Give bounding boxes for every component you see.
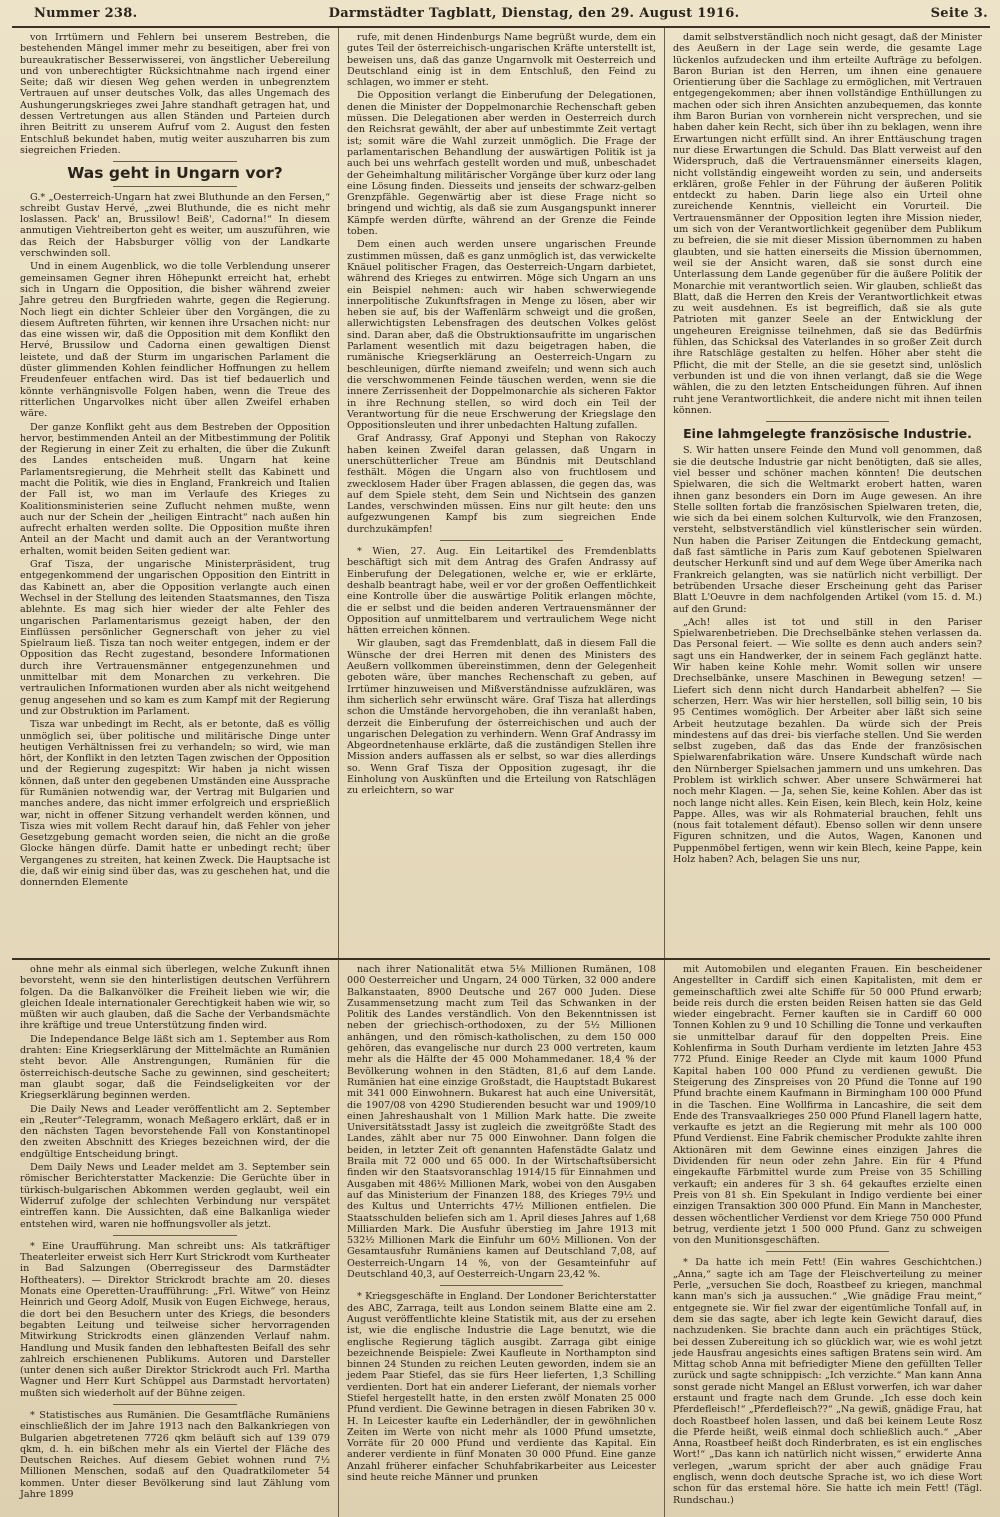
masthead [12, 6, 990, 28]
news-item-wien: * Wien, 27. Aug. Ein Leitartikel des Fremdenblatts beschäftigt sich mit dem Antrag des Grafen Andrassy auf Einberufung der Delegationen, welche er, wie er erklärte, deshalb beantragt habe, weil er vor der großen Oeffentlichkeit eine Kontrolle über die auswärtige Politik erlangen möchte, die er selbst und die beiden anderen Vertrauensmänner der Opposition auf unmittelbarem und vertraulichem Wege nicht hätten erreichen können. [347, 546, 656, 637]
article-paragraph: Und in einem Augenblick, wo die tolle Verblendung unserer gemeinsamen Gegner ihren Höhepunkt erreicht hat, erhebt sich in Ungarn die Opposition, die bisher während zweier Jahre getreu den Burgfrieden wahrte, gegen die Regierung. Noch liegt ein dichter Schleier über den Vorgängen, die zu diesem Auftreten führten, wir kennen ihre Ursachen nicht: nur das eine wissen wir, daß die Opposition mit dem Konflikt den Hervé, Brussilow und Cadorna einen gewaltigen Dienst leistete, und daß der Sturm im ungarischen Parlament die düster glimmenden Kohlen feindlicher Hoffnungen zu hellem Freudenfeuer entfachen wird. Das ist tief bedauerlich und könnte verhängnisvolle Folgen haben, wenn die Treue des ritterlichen Ungarvolkes nicht über allen Zweifel erhaben wäre. [20, 261, 330, 420]
article-paragraph: Dem einen auch werden unsere ungarischen Freunde zustimmen müssen, daß es ganz unmöglich ist, das verwickelte Knäuel politischer Fragen, das Oesterreich-Ungarn darbietet, während des Krieges zu entwirren. Möge sich Ungarn an uns ein Beispiel nehmen: auch wir haben schwerwiegende innerpolitische Zukunftsfragen in Menge zu lösen, aber wir heben sie auf, bis der Waffenlärm schweigt und die großen, allerwichtigsten Lebensfragen des deutschen Volkes gelöst sind. Daran aber, daß die Obstruktionsaufritte im ungarischen Parlament wesentlich mit dazu beigetragen haben, die rumänische Kriegserklärung an Oesterreich-Ungarn zu beschleunigen, dürfte niemand zweifeln; und wenn sich auch die verschwommenen Feinde täuschen werden, wenn sie die innere Zerrissenheit der Doppelmonarchie als sicheren Faktor in ihre Rechnung stellen, so wird doch ein Teil der Verantwortung für die neue Erschwerung der Kriegslage den Oppositionsleuten und ihrer unbedachten Haltung zufallen. [347, 239, 656, 432]
article-paragraph: Dem Daily News und Leader meldet am 3. September sein römischer Berichterstatter Mackenzie: Die Gerüchte über in türkisch-bulgarischen Abkommen werden geglaubt, weil ein Widerruf zufolge der schlechten Verbindung nur verspätet eintreffen kann. Die Aussichten, daß eine Balkanliga wieder entstehen wird, waren nie hoffnungsvoller als jetzt. [20, 1162, 330, 1230]
article-paragraph: Die Independance Belge läßt sich am 1. September aus Rom drahten: Eine Kriegserklärung der Mittelmächte an Rumänien steht bevor. Alle Anstrengungen, Rumänien für die österreichisch-deutsche Sache zu gewinnen, sind gescheitert; man glaubt sogar, daß die Feindseligkeiten vor der Kriegserklärung beginnen werden. [20, 1033, 330, 1102]
divider [766, 1251, 890, 1252]
divider [113, 186, 237, 187]
news-item-fett: * Da hatte ich mein Fett! (Ein wahres Geschichtchen.) „Anna,“ sagte ich am Tage der Fleischverteilung zu meiner Perle, „versuchen Sie doch, Roastbeef zu kriegen, manchmal kann man's sich ja aussuchen.“ „Wie gnädige Frau meint,“ entgegnete sie. Wir fiel zwar der eigentümliche Tonfall auf, in dem sie das sagte, aber ich legte kein Gewicht darauf, dies nachzudenken. Sie brachte dann auch ein prächtiges Stück, bei dessen Zubereitung ich so glücklich war, wie es wohl jetzt jede Hausfrau angesichts eines saftigen Bratens sein wird. Am Mittag schob Anna mit befriedigter Miene den gefüllten Teller zurück und sagte schnippisch: „Ich verzichte.“ Man kann Anna sonst gerade nicht Mangel an Eßlust vorwerfen, ich war daher erstaunt und fragte nach dem Grunde. „Ich esse doch kein Pferdefleisch!“ „Pferdefleisch??“ „Na gewiß, gnädige Frau, hat doch Roastbeef holen lassen, und daß bei keinem Leute Rosz die Pferde heißt, weiß einmal doch schließlich auch.“ „Aber Anna, Roastbeef heißt doch Rinderbraten, es ist ein englisches Wort!“ „Das kann ich natürlich nicht wissen,“ erwiderte Anna verlegen, „warum spricht der aber auch gnädige Frau englisch, wenn doch deutsche Sprache ist, wo ich diese Wort schon für das erstemal höre. Sie hatte ich mein Fett! (Tägl. Rundschau.) [673, 1257, 982, 1506]
top-column-2 [338, 28, 664, 958]
newspaper-title-date: Darmstädter Tagblatt, Dienstag, den 29. August 1916. [328, 6, 740, 21]
article-paragraph: mit Automobilen und eleganten Frauen. Ein bescheidener Angestellter in Cardiff sich einen Kapitalisten, mit dem er gemeinschaftlich zwei alte Schiffe für 50 000 Pfund erwarb; beide reis durch die ersten beiden Reisen hatten sie das Geld wieder eingebracht. Ferner kauften sie in Cardiff 60 000 Tonnen Kohlen zu 9 und 10 Schilling die Tonne und verkauften sie unmittelbar darauf für den doppelten Preis. Eine Kohlenfirma in South Durham verdiente im letzten Jahre 453 772 Pfund. Einige Reeder an Clyde mit kaum 1000 Pfund Kapital haben 100 000 Pfund zu verdienen gewußt. Die Steigerung des Zinspreises von 20 Pfund die Tonne auf 190 Pfund brachte einem Kaufmann in Birmingham 100 000 Pfund in die Taschen. Eine Wollfirma in Lancashire, die seit dem Ende des Transvaalkrieges 250 000 Pfund Flanell lagern hatte, verkaufte es jetzt an die Regierung mit mehr als 100 000 Pfund Verdienst. Eine Fabrik chemischer Produkte zahlte ihren Aktionären mit dem Gewinne eines einzigen Jahres die Dividenden für neun oder zehn Jahre. Ein für 4 Pfund eingekaufte Färbmittel wurde zum Preise von 35 Schilling verkauft; ein anderes für 3 sh. 64 gekauftes erzielte einen Preis von 81 sh. Ein Spekulant in Indigo verdiente bei einer einzigen Transaktion 300 000 Pfund. Ein Mann in Manchester, dessen wöchentlicher Verdienst vor dem Kriege 750 000 Pfund betrug, verdiente jetzt 1 500 000 Pfund. Ganz zu schweigen von den Munitionsgeschäften. [673, 964, 982, 1247]
bottom-column-2 [338, 960, 664, 1517]
divider [440, 540, 564, 541]
news-item-uraufführung: * Eine Uraufführung. Man schreibt uns: Als tatkräftiger Theaterleiter erweist sich Herr Kurt Strickrodt vom Kurtheater in Bad Salzungen (Oberregisseur des Darmstädter Hoftheaters). — Direktor Strickrodt brachte am 20. dieses Monats eine Operetten-Uraufführung: „Frl. Witwe“ von Heinz Heinrich und Georg Adolf, Musik von Eugen Eichwege, heraus, die dort bei den Besuchern unter des Kriegs, die besonders begabten Leitung und teilweise sicher hervorragenden Mitwirkung Strickrodts einen glänzenden Verlauf nahm. Handlung und Musik fanden den lebhaftesten Beifall des sehr zahlreich erschienenen Publikums. Autoren und Darsteller (unter denen sich außer Direktor Strickrodt auch Frl. Martha Wagner und Herr Kurt Schüppel aus Darmstadt hervortaten) mußten sich wiederholt auf der Bühne zeigen. [20, 1240, 330, 1399]
top-band [12, 28, 990, 960]
divider [766, 421, 890, 422]
article-paragraph: S. Wir hatten unsere Feinde den Mund voll genommen, daß sie die deutsche Industrie gar nicht benötigten, daß sie alles, viel besser und schöner machen könnten! Die deutschen Spielwaren, die sich die Weltmarkt erobert hatten, waren ihnen ganz besonders ein Dorn im Auge gewesen. An ihre Stelle sollten fortab die französischen Spielwaren treten, die, wie sich da bei einem solchen Kulturvolk, wie den Franzosen, versteht, selbstverständlich viel künstlerischer sein würden. Nun haben die Pariser Zeitungen die Entdeckung gemacht, daß fast sämtliche in Paris zum Kauf gebotenen Spielwaren deutscher Herkunft sind und auf dem Wege über Amerika nach Frankreich gelangten, was sie natürlich nicht verbilligt. Der betrübenden Ursache dieser Erscheinung geht das Pariser Blatt L'Oeuvre in dem nachfolgenden Artikel (vom 15. d. M.) auf den Grund: [673, 445, 982, 615]
article-paragraph: G.* „Oesterreich-Ungarn hat zwei Bluthunde an den Fersen,“ schreibt Gustav Hervé, „zwei Bluthunde, die es nicht mehr loslassen. Pack' an, Brussilow! Beiß', Cadorna!“ In diesem anmutigen Viehtreiberton geht es weiter, um auszuführen, wie das Reich der Habsburger völlig von der Landkarte verschwinden soll. [20, 191, 330, 260]
intro-paragraph: von Irrtümern und Fehlern bei unserem Bestreben, die bestehenden Mängel immer mehr zu beseitigen, aber frei von bureaukratischer Besserwisserei, von ängstlicher Uebereilung und von unberechtigter Rücksichtnahme nach irgend einer Seite; daß wir diesen Weg gehen werden in unbegrenztem Vertrauen auf unser deutsches Volk, das alles Ungemach des Aushungerungskrieges zwei Jahre standhaft getragen hat, und dessen Vertretungen aus allen Ständen und Parteien durch ihren Beitritt zu unserem Aufruf vom 2. August den festen Entschluß bekundet haben, mutig weiter auszuharren bis zum siegreichen Frieden. [20, 32, 330, 156]
article-paragraph: Die Daily News and Leader veröffentlicht am 2. September ein „Reuter“-Telegramm, wonach Meßagero erklärt, daß er in den nächsten Tagen bevorstehende Fall von Konstantinopel den zweiten Abschnitt des Krieges bezeichnen wird, der die endgültige Entscheidung bringt. [20, 1103, 330, 1160]
top-column-3 [664, 28, 990, 958]
divider [113, 161, 237, 162]
bottom-column-1 [12, 960, 338, 1517]
article-paragraph: Graf Andrassy, Graf Apponyi und Stephan von Rakoczy haben keinen Zweifel daran gelassen, daß Ungarn in unerschütterlicher Treue am Bündnis mit Deutschland festhält. Mögen die Ungarn also von fruchtlosem und zwecklosem Hader über Fragen ablassen, die gegen das, was auf dem Spiele steht, dem Sein und Nichtsein des ganzen Landes, verschwinden müssen. Eins nur gilt heute: den uns aufgezwungenen Kampf bis zum siegreichen Ende durchzukämpfen! [347, 433, 656, 535]
article-paragraph: Wir glauben, sagt das Fremdenblatt, daß in diesem Fall die Wünsche der drei Herren mit denen des Ministers des Aeußern vollkommen übereinstimmen, denn der Gelegenheit geboten wäre, über manches Rechenschaft zu geben, auf Irrtümer hinzuweisen und Mißverständnisse aufzuklären, was ihm sicherlich sehr erwünscht wäre. Graf Tisza hat allerdings schon die Umstände hervorgehoben, die ihn veranlaßt haben, derzeit die Einberufung der österreichischen und auch der ungarischen Delegation zu verhindern. Wenn Graf Andrassy im Abgeordnetenhause erklärte, daß die zuständigen Stellen ihre Mission anders auffassen als er selbst, so war dies allerdings so. Wenn Graf Tisza der Opposition zugesagt, ihr die Einholung von Auskünften und die Erteilung von Ratschlägen zu erleichtern, so war [347, 638, 656, 797]
article-paragraph: nach ihrer Nationalität etwa 5⅛ Millionen Rumänen, 108 000 Oesterreicher und Ungarn, 24 000 Türken, 32 000 andere Balkanstaaten, 8900 Deutsche und 267 000 Juden. Diese Zusammensetzung macht zum Teil das Schwanken in der Politik des Landes verständlich. Von den Bekenntnissen ist neben der griechisch-orthodoxen, zu der 5⅟₂ Millionen anhängen, und den römisch-katholischen, zu dem 150 000 gehören, das evangelische nur durch 23 000 vertreten, kaum mehr als die Hälfte der 45 000 Mohammedaner. 18,4 % der Bevölkerung wohnen in den Städten, 81,6 auf dem Lande. Rumänien hat eine einzige Großstadt, die Hauptstadt Bukarest mit 341 000 Einwohnern. Bukarest hat auch eine Universität, die 1907/08 von 4290 Studierenden besucht war und 1909/10 einen Jahreshaushalt von 1 Million Mark hatte. Die zweite Universitätsstadt Jassy ist zugleich die zweitgrößte Stadt des Landes, zählt aber nur 75 000 Einwohner. Dann folgen die beiden, in letzter Zeit oft genannten Hafenstädte Galatz und Braila mit 72 000 und 65 000. In der Wirtschaftsübersicht finden wir den Staatsvoranschlag 1914/15 für Einnahmen und Ausgaben mit 486⅟₂ Millionen Mark, wobei von den Ausgaben auf das Ministerium der Finanzen 188, des Krieges 79⅟₂ und des Kultus und Unterrichts 47⅟₂ Millionen entfielen. Die Staatsschulden beliefen sich am 1. April dieses Jahres auf 1,68 Milliarden Mark. Die Ausfuhr überstieg im Jahre 1913 mit 532⅟₂ Millionen Mark die Einfuhr um 60⅟₂ Millionen. Von der Gesamtausfuhr Rumäniens kamen auf Deutschland 7,08, auf Oesterreich-Ungarn 14 %, von der Gesamteinfuhr auf Deutschland 40,3, auf Oesterreich-Ungarn 23,42 %. [347, 964, 656, 1281]
divider [113, 1235, 237, 1236]
article-headline-ungarn: Was geht in Ungarn vor? [67, 164, 283, 183]
article-paragraph: damit selbstverständlich noch nicht gesagt, daß der Minister des Aeußern in der Lage sein werde, die gesamte Lage lückenlos aufzudecken und ihm erteilte Aufträge zu befolgen. Baron Burian ist den Herren, um ihnen eine genauere Orientierung über die Sachlage zu ermöglichen, mit Vertrauen entgegengekommen; aber ihnen vollständige Enthüllungen zu machen oder sich ihren Ansichten anzubequemen, das konnte ihm Baron Burian von vornherein nicht versprechen, und sie haben daher kein Recht, sich über ihn zu beklagen, wenn ihre Erwartungen nicht erfüllt sind. An ihrer Enttäuschung tragen nur diese Erwartungen die Schuld. Das Blatt verweist auf den Widerspruch, daß die Vertrauensmänner einerseits klagen, nicht vollständig eingeweiht worden zu sein, und anderseits erklären, große Fehler in der Führung der äußeren Politik entdeckt zu haben. Darin liege also ein Urteil ohne zureichende Kenntnis, vielleicht ein Vorurteil. Die Vertrauensmänner der Opposition legten ihre Mission nieder, um sich von der Verantwortlichkeit gegenüber dem Publikum zu befreien, die sie mit dieser Mission übernommen zu haben glaubten, und sie hatten einerseits die Mission übernommen, weil sie der Ansicht waren, daß sie sonst durch eine Unterlassung dem Lande gegenüber für die äußere Politik der Monarchie mit verantwortlich seien. Wir glauben, schließt das Blatt, daß die Herren den Kreis der Verantwortlichkeit etwas zu weit ausdehnen. Es ist begreiflich, daß sie als gute Patrioten mit ganzer Seele an der Entwicklung der ungeheuren Ereignisse teilnehmen, daß sie das Bedürfnis fühlen, das Schicksal des Vaterlandes in so großer Zeit durch ihre Ratschläge gestalten zu helfen. Höher aber steht die Pflicht, die mit der Stelle, an die sie gesetzt sind, unlöslich verbunden ist und die von ihnen verlangt, daß sie die Wege wählen, die zu den letzten Entscheidungen führen. Auf ihnen ruht jene Verantwortlichkeit, die andere nicht mit ihnen teilen können. [673, 32, 982, 416]
article-headline-industrie: Eine lahmgelegte französische Industrie. [683, 426, 972, 442]
divider [113, 1404, 237, 1405]
news-item-statistik-rumaenien: * Statistisches aus Rumänien. Die Gesamtfläche Rumäniens einschließlich der im Jahre 1913 nach den Balkankriegen von Bulgarien abgetretenen 7726 qkm beläuft sich auf 139 079 qkm, d. h. ein bißchen mehr als ein Viertel der Fläche des Deutschen Reiches. Auf diesem Gebiet wohnen rund 7½ Millionen Menschen, sodaß auf den Quadratkilometer 54 kommen. Unter dieser Bevölkerung sind laut Zählung vom Jahre 1899 [20, 1409, 330, 1501]
divider [440, 1285, 564, 1286]
issue-number: Nummer 238. [34, 6, 138, 21]
bottom-band [12, 960, 990, 1517]
article-paragraph: ohne mehr als einmal sich überlegen, welche Zukunft ihnen bevorsteht, wenn sie den hinterlistigen deutschen Verführern folgen. Da die Balkanvölker die Freiheit lieben wie wir, die gleichen Ideale internationaler Gerechtigkeit haben wie wir, so müßten wir auch glauben, daß die Sache der Verbandsmächte ihre kräftige und treue Unterstützung finden wird. [20, 964, 330, 1032]
article-paragraph: rufe, mit denen Hindenburgs Name begrüßt wurde, dem ein gutes Teil der österreichisch-ungarischen Kräfte unterstellt ist, beweisen uns, daß das ganze Ungarnvolk mit Oesterreich und Deutschland einig ist in dem Entschluß, den Feind zu schlagen, wo immer er steht. [347, 32, 656, 89]
news-item-kriegsgeschaefte: * Kriegsgeschäfte in England. Der Londoner Berichterstatter des ABC, Zarraga, teilt aus London seinem Blatte eine am 2. August veröffentlichte kleine Statistik mit, aus der zu ersehen ist, wie die englische Industrie die Lage benutzt, wie die englische Regierung täglich ausgibt. Zarraga gibt einige bezeichnende Beispiele: Zwei Kaufleute in Northampton sind binnen 24 Stunden zu reichen Leuten geworden, indem sie an jedem Paar Stiefel, das sie fürs Heer lieferten, 1,3 Schilling verdienten. Dort hat ein anderer Lieferant, der niemals vorher Stiefel hergestellt hatte, in den ersten zwölf Monaten 25 000 Pfund verdient. Die Gewinne betragen in diesen Fabriken 30 v. H. In Leicester kaufte ein Lederhändler, der in gewöhnlichen Zeiten im Werte von nicht mehr als 1000 Pfund umsetzte, Vorräte für 20 000 Pfund und verdiente das Kapital. Ein anderer verdiente in fünf Monaten 30 000 Pfund. Eine ganze Anzahl früherer einfacher Schuhfabrikarbeiter aus Leicester sind heute reiche Männer und prunken [347, 1291, 656, 1484]
top-column-1 [12, 28, 338, 958]
bottom-column-3 [664, 960, 990, 1517]
article-paragraph: Die Opposition verlangt die Einberufung der Delegationen, denen die Minister der Doppelmonarchie Rechenschaft geben müssen. Die Delegationen aber werden in Oesterreich durch den Reichsrat gewählt, der aber auf unbestimmte Zeit vertagt ist; somit wäre die Wahl zurzeit unmöglich. Die Frage der parlamentarischen Behandlung der auswärtigen Politik ist ja auch bei uns wehrfach gestellt worden und muß, unbeschadet der Geheimhaltung militärischer Vorgänge über kurz oder lang eine Lösung finden. Diesseits und jenseits der schwarz-gelben Grenzpfähle. Gegenwärtig aber ist diese Frage nicht so bringend und wichtig, als daß sie zum Ausgangspunkt innerer Kämpfe werden dürfte, während an der Grenze die Feinde toben. [347, 90, 656, 238]
article-paragraph: Tisza war unbedingt im Recht, als er betonte, daß es völlig unmöglich sei, über politische und militärische Dinge unter heutigen Verhältnissen frei zu verhandeln; so wird, wie man hört, der Konflikt in den letzten Tagen zwischen der Opposition und der Regierung zugespitzt: Wir haben ja nicht wissen können, daß unter den gegebenen Umständen eine Aussprache für Rumänien notwendig war, der Vertrag mit Bulgarien und manches andere, das nicht immer erfolgreich und ersprießlich war, nicht in offener Sitzung verhandelt werden können, und Tisza wies mit vollem Recht darauf hin, daß Fehler von jeher Gesetzgebung gemacht worden seien, die nicht an die große Glocke hängen dürfe. Damit hatte er unbedingt recht; über Vergangenes zu streiten, hat keinen Zweck. Die Hauptsache ist die, daß wir einig sind über das, was zu geschehen hat, und die donnernden Elemente [20, 719, 330, 889]
article-paragraph: Der ganze Konflikt geht aus dem Bestreben der Opposition hervor, bestimmenden Anteil an der Mitbestimmung der Politik der Regierung in einer Zeit zu erhalten, die über die Zukunft des Landes entscheiden muß. Ungarn hat keine Parlamentsregierung, die Mehrheit stellt das Kabinett und macht die Politik, wie dies in England, Frankreich und Italien der Fall ist, wo man im Verlaufe des Krieges zu Koalitionsministerien seine Zuflucht nehmen mußte, wenn auch nur der Schein der „heiligen Eintracht“ nach außen hin aufrecht erhalten werden sollte. Die Opposition mußte ihren Anteil an der Macht und damit auch an der Verantwortung erhalten, womit beiden Seiten gedient war. [20, 421, 330, 557]
page-number: Seite 3. [930, 6, 988, 21]
article-paragraph: „Ach! alles ist tot und still in den Pariser Spielwarenbetrieben. Die Drechselbänke stehen verlassen da. Das Personal feiert. — Wie sollte es denn auch anders sein? sagt uns ein Handwerker, der in seinem Fach geglänzt hatte. Wir haben keine Kohle mehr. Womit sollen wir unsere Drechselbänke, unsere Maschinen in Bewegung setzen! — Liefert sich denn nicht durch Handarbeit abhelfen? — Sie scherzen, Herr. Was wir hier herstellen, soll billig sein, 10 bis 95 Centimes womöglich. Der Arbeiter aber läßt sich seine Arbeit heutzutage bezahlen. Da würde sich der Preis mindestens auf das drei- bis vierfache stellen. Und Sie werden selbst zugeben, daß das das Ende der französischen Spielwarenfabrikation wäre. Unsere Kundschaft würde nach den Nürnberger Spielsachen jammern und uns umkehren. Das Problem ist wirklich schwer. Aber unsere Schwärmerei hat noch mehr Klagen. — Ja, sehen Sie, keine Kohlen. Aber das ist noch lange nicht alles. Kein Eisen, kein Blech, kein Holz, keine Pappe. Alles, was wir als Rohmaterial brauchen, fehlt uns (nous fait totalement défaut). Ebenso sollen wir denn unsere Figuren schnitzen, und die Autos, Wagen, Kanonen und Puppenmöbel fertigen, wenn wir kein Blech, keine Pappe, kein Holz haben? Ach, belagen Sie uns nur, [673, 616, 982, 866]
article-paragraph: Graf Tisza, der ungarische Ministerpräsident, trug entgegenkommend der ungarischen Opposition den Eintritt in das Kabinett an, aber die Opposition verlangte auch einen Wechsel in der Stellung des leitenden Staatsmannes, den Tisza ablehnte. Es mag sich hier wieder der alte Fehler des ungarischen Parlamentarismus gezeigt haben, der den Einflüssen persönlicher Gegnerschaft von jeher zu viel Spielraum ließ. Tisza tan noch weiter entgegen, indem er der Opposition das Recht zugestand, besondere Informationen durch ihre Vertrauensmänner entgegenzunehmen und unmittelbar mit dem Monarchen zu verkehren. Die vertraulichen Informationen wurden aber als nicht weitgehend genug angesehen und so kam es zum Kampf mit der Regierung und zur Obstruktion im Parlament. [20, 559, 330, 717]
